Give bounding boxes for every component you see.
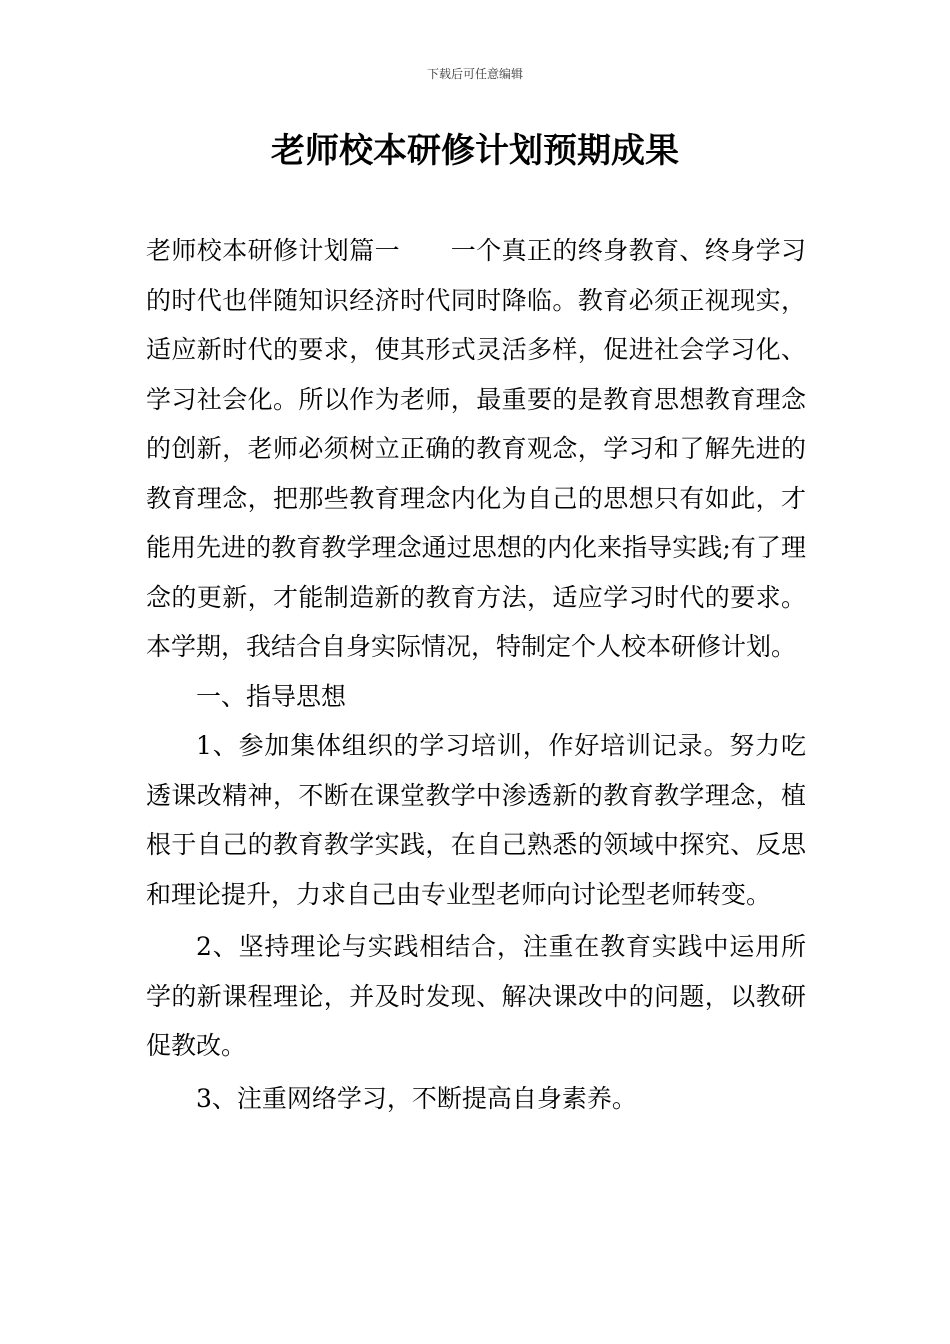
section-heading-guiding-thought: 一、指导思想 — [196, 681, 347, 711]
list-item-1: 1、参加集体组织的学习培训，作好培训记录。努力吃透课改精神，不断在课堂教学中渗透新的教育教学理念，植根于自己的教育教学实践，在自己熟悉的领域中探究、反思和理论提升，力求自己由专业型老师向讨论型老师转变。 — [146, 731, 806, 909]
document-title: 老师校本研修计划预期成果 — [271, 131, 679, 171]
list-item-2: 2、坚持理论与实践相结合，注重在教育实践中运用所学的新课程理论，并及时发现、解决课改中的问题，以教研促教改。 — [146, 932, 806, 1060]
header-note: 下载后可任意编辑 — [426, 67, 523, 81]
intro-paragraph: 老师校本研修计划篇一 一个真正的终身教育、终身学习的时代也伴随知识经济时代同时降临。教育必须正视现实，适应新时代的要求，使其形式灵活多样，促进社会学习化、学习社会化。所以作为老师，最重要的是教育思想教育理念的创新，老师必须树立正确的教育观念，学习和了解先进的教育理念，把那些教育理念内化为自己的思想只有如此，才能用先进的教育教学理念通过思想的内化来指导实践;有了理念的更新，才能制造新的教育方法，适应学习时代的要求。 本学期，我结合自身实际情况，特制定个人校本研修计划。 — [146, 236, 806, 661]
document-body — [146, 226, 806, 1123]
list-item-3: 3、注重网络学习，不断提高自身素养。 — [196, 1083, 637, 1113]
